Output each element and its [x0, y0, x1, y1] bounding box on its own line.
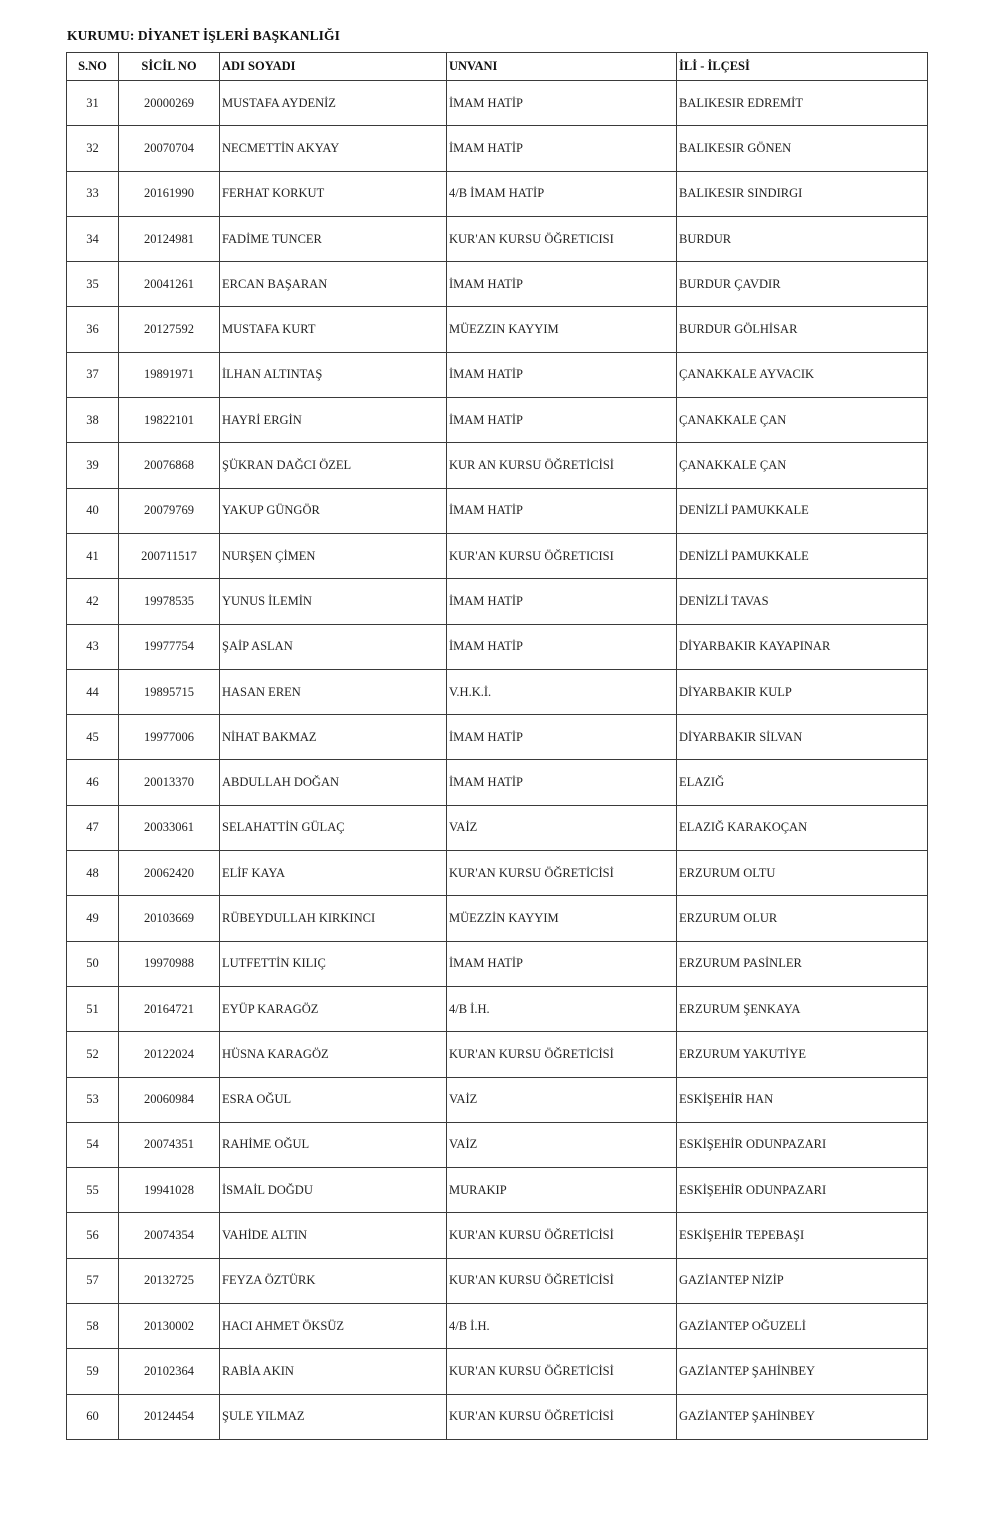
table-row	[67, 851, 928, 896]
cell-title: İMAM HATİP	[447, 941, 677, 986]
cell-title: KUR'AN KURSU ÖĞRETİCİSİ	[447, 1032, 677, 1077]
cell-full-name: MUSTAFA AYDENİZ	[220, 81, 447, 126]
cell-location: ELAZIĞ	[677, 760, 928, 805]
table-row	[67, 1168, 928, 1213]
cell-sno: 45	[67, 715, 119, 760]
cell-sicil-no: 19895715	[119, 669, 220, 714]
cell-location: DENİZLİ TAVAS	[677, 579, 928, 624]
cell-location: ÇANAKKALE ÇAN	[677, 398, 928, 443]
table-row	[67, 488, 928, 533]
cell-title: KUR'AN KURSU ÖĞRETİCİSİ	[447, 1213, 677, 1258]
cell-title: VAİZ	[447, 1122, 677, 1167]
cell-location: ERZURUM ŞENKAYA	[677, 986, 928, 1031]
cell-title: İMAM HATİP	[447, 126, 677, 171]
cell-title: V.H.K.İ.	[447, 669, 677, 714]
cell-title: İMAM HATİP	[447, 624, 677, 669]
cell-sno: 60	[67, 1394, 119, 1439]
cell-full-name: ERCAN BAŞARAN	[220, 262, 447, 307]
cell-location: DENİZLİ PAMUKKALE	[677, 488, 928, 533]
cell-sno: 34	[67, 216, 119, 261]
table-row	[67, 986, 928, 1031]
cell-sicil-no: 20164721	[119, 986, 220, 1031]
cell-title: KUR'AN KURSU ÖĞRETICISI	[447, 216, 677, 261]
cell-full-name: FEYZA ÖZTÜRK	[220, 1258, 447, 1303]
column-header-title: UNVANI	[447, 53, 677, 81]
cell-sicil-no: 20062420	[119, 851, 220, 896]
column-header-location: İLİ - İLÇESİ	[677, 53, 928, 81]
cell-sno: 31	[67, 81, 119, 126]
cell-sno: 56	[67, 1213, 119, 1258]
table-row	[67, 1349, 928, 1394]
cell-sno: 43	[67, 624, 119, 669]
cell-sicil-no: 20033061	[119, 805, 220, 850]
cell-full-name: HACI AHMET ÖKSÜZ	[220, 1304, 447, 1349]
cell-sicil-no: 20070704	[119, 126, 220, 171]
table-row	[67, 1213, 928, 1258]
cell-title: İMAM HATİP	[447, 488, 677, 533]
table-row	[67, 805, 928, 850]
cell-title: İMAM HATİP	[447, 579, 677, 624]
table-row	[67, 579, 928, 624]
cell-location: ÇANAKKALE ÇAN	[677, 443, 928, 488]
table-row	[67, 624, 928, 669]
table-row	[67, 81, 928, 126]
cell-sicil-no: 20127592	[119, 307, 220, 352]
cell-sno: 46	[67, 760, 119, 805]
cell-sicil-no: 19891971	[119, 352, 220, 397]
cell-title: KUR'AN KURSU ÖĞRETİCİSİ	[447, 851, 677, 896]
cell-title: 4/B İMAM HATİP	[447, 171, 677, 216]
cell-sicil-no: 20074351	[119, 1122, 220, 1167]
cell-location: BURDUR ÇAVDIR	[677, 262, 928, 307]
cell-sicil-no: 20130002	[119, 1304, 220, 1349]
cell-location: BALIKESIR SINDIRGI	[677, 171, 928, 216]
table-row	[67, 216, 928, 261]
cell-sno: 35	[67, 262, 119, 307]
cell-full-name: HAYRİ ERGİN	[220, 398, 447, 443]
cell-full-name: ŞULE YILMAZ	[220, 1394, 447, 1439]
cell-location: BALIKESIR EDREMİT	[677, 81, 928, 126]
cell-location: ESKİŞEHİR HAN	[677, 1077, 928, 1122]
cell-full-name: FADİME TUNCER	[220, 216, 447, 261]
cell-title: İMAM HATİP	[447, 262, 677, 307]
cell-full-name: NECMETTİN AKYAY	[220, 126, 447, 171]
cell-location: BURDUR	[677, 216, 928, 261]
cell-title: MURAKIP	[447, 1168, 677, 1213]
cell-full-name: NURŞEN ÇİMEN	[220, 533, 447, 578]
cell-title: VAİZ	[447, 1077, 677, 1122]
cell-sicil-no: 20013370	[119, 760, 220, 805]
cell-full-name: ŞÜKRAN DAĞCI ÖZEL	[220, 443, 447, 488]
cell-title: MÜEZZIN KAYYIM	[447, 307, 677, 352]
cell-title: VAİZ	[447, 805, 677, 850]
institution-heading: KURUMU: DİYANET İŞLERİ BAŞKANLIĞI	[67, 28, 340, 43]
cell-sicil-no: 20124454	[119, 1394, 220, 1439]
cell-sno: 38	[67, 398, 119, 443]
cell-full-name: NİHAT BAKMAZ	[220, 715, 447, 760]
cell-sicil-no: 19941028	[119, 1168, 220, 1213]
cell-title: İMAM HATİP	[447, 715, 677, 760]
cell-location: ERZURUM OLUR	[677, 896, 928, 941]
cell-location: DİYARBAKIR KAYAPINAR	[677, 624, 928, 669]
cell-location: DİYARBAKIR SİLVAN	[677, 715, 928, 760]
cell-location: DİYARBAKIR KULP	[677, 669, 928, 714]
cell-full-name: ABDULLAH DOĞAN	[220, 760, 447, 805]
cell-title: MÜEZZİN KAYYIM	[447, 896, 677, 941]
cell-sno: 41	[67, 533, 119, 578]
cell-sno: 42	[67, 579, 119, 624]
table-row	[67, 126, 928, 171]
table-row	[67, 941, 928, 986]
cell-full-name: LUTFETTİN KILIÇ	[220, 941, 447, 986]
cell-sicil-no: 20076868	[119, 443, 220, 488]
column-header-sno: S.NO	[67, 53, 119, 81]
cell-sicil-no: 20132725	[119, 1258, 220, 1303]
cell-sno: 54	[67, 1122, 119, 1167]
cell-title: İMAM HATİP	[447, 81, 677, 126]
table-row	[67, 171, 928, 216]
cell-sicil-no: 20102364	[119, 1349, 220, 1394]
table-row	[67, 1304, 928, 1349]
cell-full-name: HÜSNA KARAGÖZ	[220, 1032, 447, 1077]
cell-location: BALIKESIR GÖNEN	[677, 126, 928, 171]
cell-sno: 44	[67, 669, 119, 714]
cell-sno: 53	[67, 1077, 119, 1122]
cell-sno: 50	[67, 941, 119, 986]
cell-location: ESKİŞEHİR ODUNPAZARI	[677, 1122, 928, 1167]
cell-sno: 47	[67, 805, 119, 850]
cell-title: 4/B İ.H.	[447, 986, 677, 1031]
table-row	[67, 669, 928, 714]
cell-location: BURDUR GÖLHİSAR	[677, 307, 928, 352]
table-row	[67, 1077, 928, 1122]
cell-sicil-no: 200711517	[119, 533, 220, 578]
cell-sno: 55	[67, 1168, 119, 1213]
cell-sno: 37	[67, 352, 119, 397]
cell-location: ÇANAKKALE AYVACIK	[677, 352, 928, 397]
cell-title: KUR'AN KURSU ÖĞRETICISI	[447, 533, 677, 578]
cell-sno: 33	[67, 171, 119, 216]
cell-full-name: EYÜP KARAGÖZ	[220, 986, 447, 1031]
cell-location: GAZİANTEP NİZİP	[677, 1258, 928, 1303]
cell-title: KUR AN KURSU ÖĞRETİCİSİ	[447, 443, 677, 488]
cell-sicil-no: 19822101	[119, 398, 220, 443]
cell-sno: 36	[67, 307, 119, 352]
cell-title: İMAM HATİP	[447, 352, 677, 397]
personnel-table	[66, 52, 928, 1440]
cell-location: ESKİŞEHİR ODUNPAZARI	[677, 1168, 928, 1213]
cell-full-name: MUSTAFA KURT	[220, 307, 447, 352]
cell-sno: 59	[67, 1349, 119, 1394]
table-row	[67, 1122, 928, 1167]
cell-sicil-no: 20074354	[119, 1213, 220, 1258]
table-body	[67, 81, 928, 1440]
cell-sno: 32	[67, 126, 119, 171]
cell-location: ELAZIĞ KARAKOÇAN	[677, 805, 928, 850]
table-row	[67, 1258, 928, 1303]
cell-sicil-no: 20103669	[119, 896, 220, 941]
table-row	[67, 443, 928, 488]
column-header-sicil: SİCİL NO	[119, 53, 220, 81]
cell-title: İMAM HATİP	[447, 760, 677, 805]
cell-sno: 49	[67, 896, 119, 941]
cell-location: GAZİANTEP ŞAHİNBEY	[677, 1349, 928, 1394]
cell-location: ERZURUM YAKUTİYE	[677, 1032, 928, 1077]
cell-location: ESKİŞEHİR TEPEBAŞI	[677, 1213, 928, 1258]
cell-sicil-no: 20079769	[119, 488, 220, 533]
cell-location: ERZURUM PASİNLER	[677, 941, 928, 986]
cell-sno: 39	[67, 443, 119, 488]
cell-full-name: İLHAN ALTINTAŞ	[220, 352, 447, 397]
cell-title: KUR'AN KURSU ÖĞRETİCİSİ	[447, 1258, 677, 1303]
table-row	[67, 352, 928, 397]
cell-location: ERZURUM OLTU	[677, 851, 928, 896]
cell-full-name: ŞAİP ASLAN	[220, 624, 447, 669]
table-row	[67, 896, 928, 941]
table-header-row	[67, 53, 928, 81]
cell-full-name: ESRA OĞUL	[220, 1077, 447, 1122]
cell-sno: 40	[67, 488, 119, 533]
cell-title: İMAM HATİP	[447, 398, 677, 443]
cell-sicil-no: 20060984	[119, 1077, 220, 1122]
cell-full-name: RÜBEYDULLAH KIRKINCI	[220, 896, 447, 941]
cell-sno: 58	[67, 1304, 119, 1349]
cell-full-name: RABİA AKIN	[220, 1349, 447, 1394]
cell-full-name: SELAHATTİN GÜLAÇ	[220, 805, 447, 850]
cell-sicil-no: 20124981	[119, 216, 220, 261]
table-row	[67, 398, 928, 443]
cell-sicil-no: 19977006	[119, 715, 220, 760]
cell-full-name: YAKUP GÜNGÖR	[220, 488, 447, 533]
cell-title: KUR'AN KURSU ÖĞRETİCİSİ	[447, 1394, 677, 1439]
cell-sicil-no: 19977754	[119, 624, 220, 669]
cell-full-name: HASAN EREN	[220, 669, 447, 714]
cell-sno: 48	[67, 851, 119, 896]
cell-sicil-no: 19978535	[119, 579, 220, 624]
cell-title: KUR'AN KURSU ÖĞRETİCİSİ	[447, 1349, 677, 1394]
cell-sno: 51	[67, 986, 119, 1031]
cell-title: 4/B İ.H.	[447, 1304, 677, 1349]
cell-location: DENİZLİ PAMUKKALE	[677, 533, 928, 578]
table-row	[67, 533, 928, 578]
cell-sno: 52	[67, 1032, 119, 1077]
cell-location: GAZİANTEP ŞAHİNBEY	[677, 1394, 928, 1439]
cell-sno: 57	[67, 1258, 119, 1303]
table-row	[67, 1032, 928, 1077]
table-row	[67, 760, 928, 805]
cell-full-name: FERHAT KORKUT	[220, 171, 447, 216]
table-row	[67, 1394, 928, 1439]
cell-sicil-no: 19970988	[119, 941, 220, 986]
cell-sicil-no: 20041261	[119, 262, 220, 307]
cell-full-name: YUNUS İLEMİN	[220, 579, 447, 624]
cell-location: GAZİANTEP OĞUZELİ	[677, 1304, 928, 1349]
cell-full-name: ELİF KAYA	[220, 851, 447, 896]
cell-sicil-no: 20122024	[119, 1032, 220, 1077]
cell-full-name: İSMAİL DOĞDU	[220, 1168, 447, 1213]
table-row	[67, 262, 928, 307]
cell-full-name: VAHİDE ALTIN	[220, 1213, 447, 1258]
column-header-name: ADI SOYADI	[220, 53, 447, 81]
cell-sicil-no: 20161990	[119, 171, 220, 216]
table-row	[67, 307, 928, 352]
cell-full-name: RAHİME OĞUL	[220, 1122, 447, 1167]
cell-sicil-no: 20000269	[119, 81, 220, 126]
table-row	[67, 715, 928, 760]
